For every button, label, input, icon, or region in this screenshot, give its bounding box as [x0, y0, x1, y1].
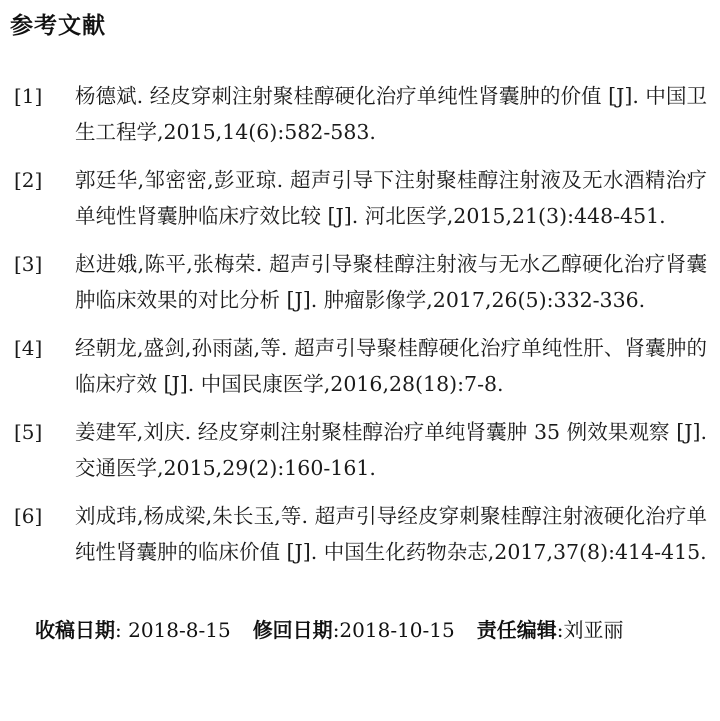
- revised-date-value: :2018-10-15: [332, 618, 455, 642]
- editor-label: 责任编辑: [476, 618, 557, 642]
- reference-item: [0, 414, 720, 486]
- reference-text: 姜建军,刘庆. 经皮穿刺注射聚桂醇治疗单纯肾囊肿 35 例效果观察 [J]. 交通医学,2015,29(2):160-161.: [75, 420, 707, 480]
- reference-item: [0, 498, 720, 570]
- reference-item: [0, 330, 720, 402]
- received-date-value: : 2018-8-15: [115, 618, 231, 642]
- reference-item: [0, 78, 720, 150]
- revised-date-label: 修回日期: [252, 618, 333, 642]
- reference-text: 赵进娥,陈平,张梅荣. 超声引导聚桂醇注射液与无水乙醇硬化治疗肾囊肿临床效果的对比分析 [J]. 肿瘤影像学,2017,26(5):332-336.: [75, 252, 707, 312]
- reference-list: [0, 78, 720, 582]
- reference-text: 刘成玮,杨成梁,朱长玉,等. 超声引导经皮穿刺聚桂醇注射液硬化治疗单纯性肾囊肿的临床价值 [J]. 中国生化药物杂志,2017,37(8):414-415.: [75, 504, 707, 564]
- reference-number: [6]: [14, 504, 43, 528]
- reference-text: 杨德斌. 经皮穿刺注射聚桂醇硬化治疗单纯性肾囊肿的价值 [J]. 中国卫生工程学,2015,14(6):582-583.: [75, 84, 707, 144]
- reference-number: [2]: [14, 168, 43, 192]
- article-dates-footer: [35, 612, 624, 648]
- reference-item: [0, 246, 720, 318]
- editor-value: :刘亚丽: [556, 618, 624, 642]
- reference-number: [3]: [14, 252, 43, 276]
- reference-item: [0, 162, 720, 234]
- reference-number: [5]: [14, 420, 43, 444]
- received-date-label: 收稿日期: [35, 618, 115, 642]
- reference-text: 郭廷华,邹密密,彭亚琼. 超声引导下注射聚桂醇注射液及无水酒精治疗单纯性肾囊肿临床疗效比较 [J]. 河北医学,2015,21(3):448-451.: [75, 168, 707, 228]
- reference-text: 经朝龙,盛剑,孙雨菡,等. 超声引导聚桂醇硬化治疗单纯性肝、肾囊肿的临床疗效 [J]. 中国民康医学,2016,28(18):7-8.: [75, 336, 707, 396]
- reference-number: [1]: [14, 84, 43, 108]
- section-title: 参考文献: [10, 13, 106, 39]
- reference-number: [4]: [14, 336, 43, 360]
